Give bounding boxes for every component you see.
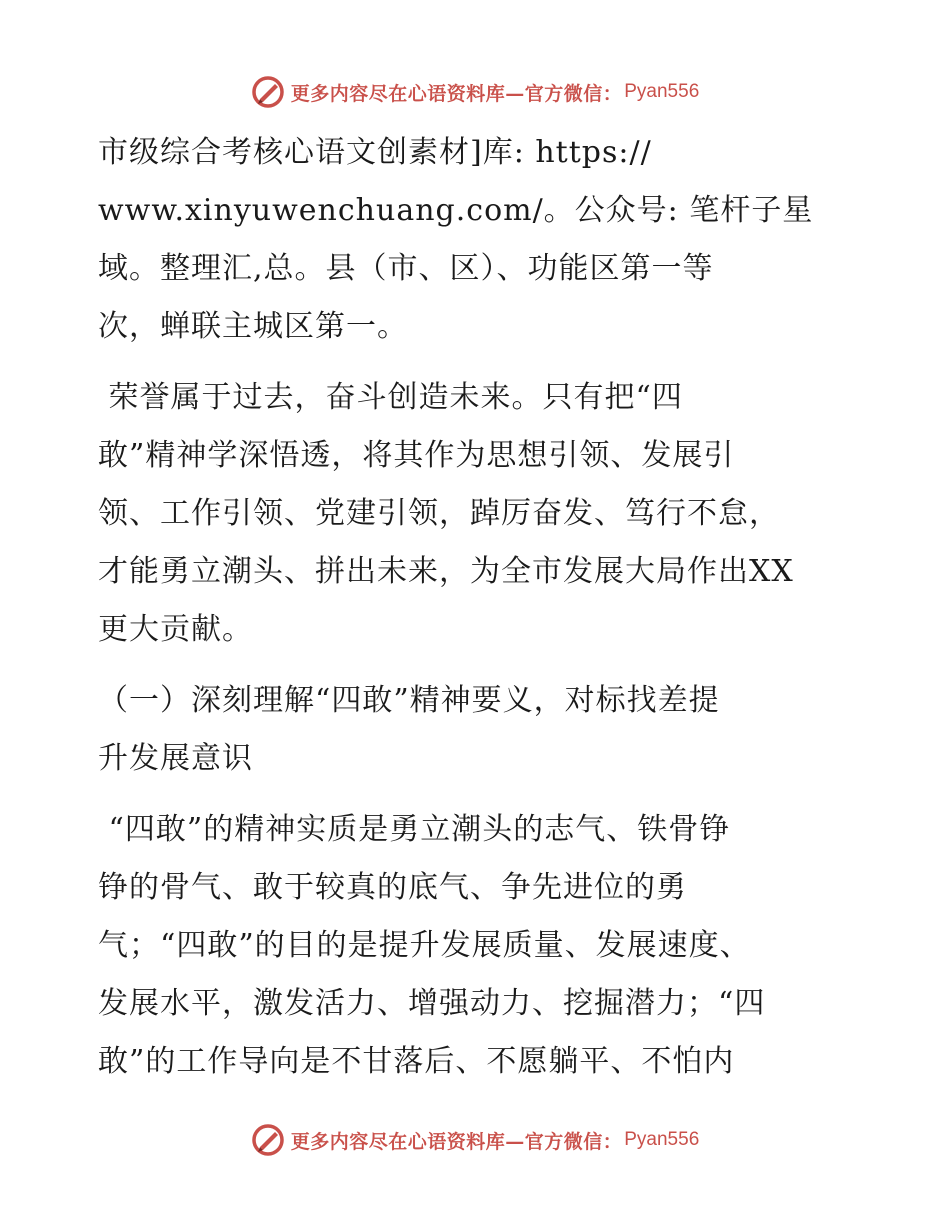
text-line: 次，蝉联主城区第一。: [98, 309, 408, 344]
text-line: 气；“四敢”的目的是提升发展质量、发展速度、: [98, 928, 751, 963]
footer-watermark-id: Pyan556: [624, 1129, 700, 1150]
text-line: 才能勇立潮头、拼出未来，为全市发展大局作出XX: [98, 554, 794, 589]
text-line: 发展水平，激发活力、增强动力、挖掘潜力；“四: [98, 986, 766, 1021]
header-watermark-id: Pyan556: [624, 81, 700, 102]
text-line: 领、工作引领、党建引领，踔厉奋发、笃行不怠，: [98, 496, 780, 531]
header-watermark-text: 更多内容尽在心语资料库—官方微信：: [290, 82, 623, 105]
text-line: 更大贡献。: [98, 612, 253, 647]
text-line: “四敢”的精神实质是勇立潮头的志气、铁骨铮: [98, 812, 731, 847]
text-line: www.xinyuwenchuang.com/。公众号: 笔杆子星: [98, 193, 814, 228]
footer-watermark-text: 更多内容尽在心语资料库—官方微信：: [290, 1130, 623, 1153]
document-body: [98, 124, 868, 1091]
pen-logo-icon: [251, 1123, 285, 1157]
pen-logo-icon: [251, 75, 285, 109]
paragraph-1: [98, 124, 868, 356]
text-line: 域。整理汇,总。县（市、区）、功能区第一等: [98, 251, 714, 286]
text-line: （一）深刻理解“四敢”精神要义，对标找差提: [98, 683, 720, 718]
paragraph-2: [98, 369, 868, 659]
text-line: 市级综合考核心语文创素材]库: https://: [98, 135, 652, 170]
text-line: 荣誉属于过去，奋斗创造未来。只有把“四: [98, 380, 683, 415]
paragraph-3: [98, 801, 868, 1091]
header-watermark: [0, 70, 950, 114]
text-line: 敢”精神学深悟透，将其作为思想引领、发展引: [98, 438, 735, 473]
footer-watermark: [0, 1118, 950, 1162]
text-line: 敢”的工作导向是不甘落后、不愿躺平、不怕内: [98, 1044, 735, 1079]
text-line: 升发展意识: [98, 741, 253, 776]
section-heading: [98, 672, 868, 788]
text-line: 铮的骨气、敢于较真的底气、争先进位的勇: [98, 870, 687, 905]
